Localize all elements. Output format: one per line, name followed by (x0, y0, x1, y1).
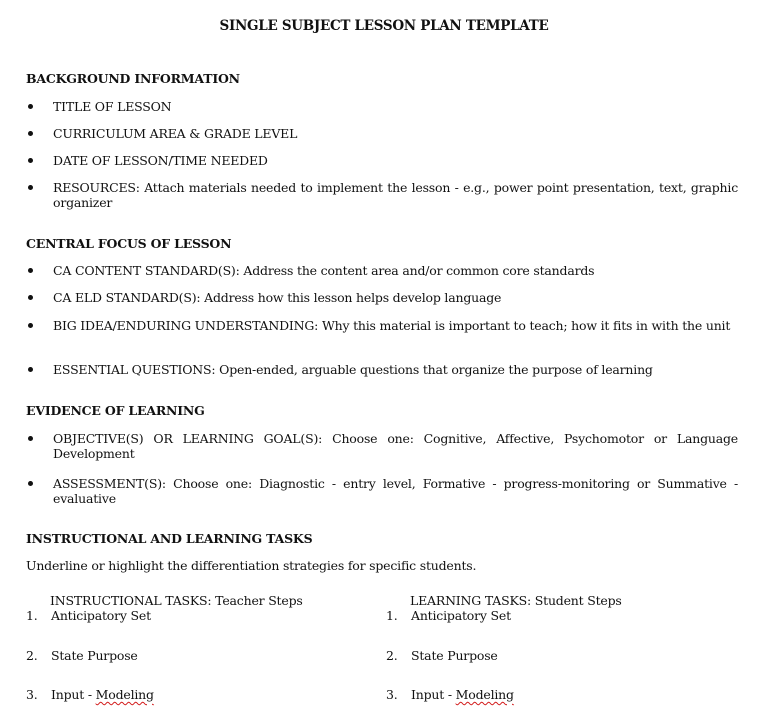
list-item: CA ELD STANDARD(S): Address how this lesson helps develop language (26, 290, 738, 305)
background-heading: BACKGROUND INFORMATION (26, 71, 240, 86)
instructional-note: Underline or highlight the differentiation strategies for specific students. (26, 558, 477, 573)
bullet-icon (28, 323, 33, 328)
list-item: CA CONTENT STANDARD(S): Address the content area and/or common core standards (26, 263, 738, 278)
spellcheck-word: Modeling (455, 687, 514, 702)
list-item: 3. Input - Modeling (26, 687, 154, 702)
bullet-icon (28, 158, 33, 163)
document-title: SINGLE SUBJECT LESSON PLAN TEMPLATE (219, 18, 549, 34)
central-focus-heading: CENTRAL FOCUS OF LESSON (26, 236, 232, 251)
list-item: DATE OF LESSON/TIME NEEDED (26, 153, 738, 168)
list-item: CURRICULUM AREA & GRADE LEVEL (26, 126, 738, 141)
bullet-icon (28, 131, 33, 136)
spellcheck-word: Modeling (95, 687, 154, 702)
list-item: BIG IDEA/ENDURING UNDERSTANDING: Why this material is important to teach; how it fits in with the unit (26, 318, 738, 333)
instructional-heading: INSTRUCTIONAL AND LEARNING TASKS (26, 531, 313, 546)
bullet-icon (28, 481, 33, 486)
list-item: 1. Anticipatory Set (386, 608, 511, 623)
evidence-heading: EVIDENCE OF LEARNING (26, 403, 205, 418)
list-item: ESSENTIAL QUESTIONS: Open-ended, arguable questions that organize the purpose of learning (26, 362, 738, 377)
bullet-icon (28, 436, 33, 441)
teacher-task-column (26, 593, 366, 713)
student-task-column (386, 593, 746, 713)
list-item: TITLE OF LESSON (26, 99, 738, 114)
bullet-icon (28, 104, 33, 109)
bullet-icon (28, 367, 33, 372)
list-item: 2. State Purpose (386, 648, 498, 663)
list-item: 2. State Purpose (26, 648, 138, 663)
bullet-icon (28, 185, 33, 190)
student-column-header: LEARNING TASKS: Student Steps (410, 593, 622, 608)
list-item: 3. Input - Modeling (386, 687, 514, 702)
bullet-icon (28, 295, 33, 300)
list-item: RESOURCES: Attach materials needed to implement the lesson - e.g., power point presentation, text, graphic organizer (26, 180, 738, 210)
list-item: OBJECTIVE(S) OR LEARNING GOAL(S): Choose one: Cognitive, Affective, Psychomotor or Language Development (26, 431, 738, 461)
list-item: ASSESSMENT(S): Choose one: Diagnostic - entry level, Formative - progress-monitoring or Summative - evaluative (26, 476, 738, 506)
teacher-column-header: INSTRUCTIONAL TASKS: Teacher Steps (50, 593, 303, 608)
list-item: 1. Anticipatory Set (26, 608, 151, 623)
bullet-icon (28, 268, 33, 273)
